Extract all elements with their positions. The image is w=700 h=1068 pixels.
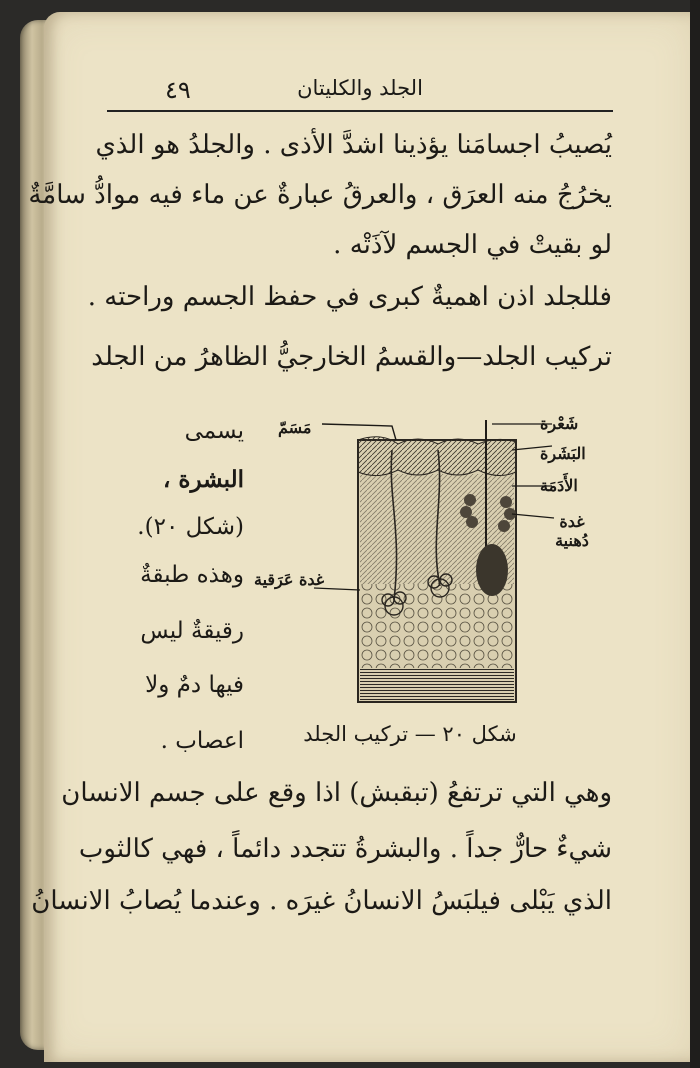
label-pore: مَسَمّ: [278, 418, 312, 437]
label-epidermis: البَشَرة: [540, 444, 586, 463]
text-line: يخرُجُ منه العرَق ، والعرقُ عبارةٌ عن ماء فيه موادُّ سامَّةٌ: [28, 180, 612, 210]
skin-cross-section-illustration: [262, 410, 582, 710]
side-text-line: يسمى: [184, 418, 244, 444]
skin-structure-figure: [262, 410, 582, 710]
side-text-line: وهذه طبقةٌ: [140, 562, 244, 588]
page-number: ٤٩: [165, 76, 191, 104]
text-line: يُصيبُ اجسامَنا يؤذينا اشدَّ الأذى . والجلدُ هو الذي: [95, 130, 612, 160]
text-line: وهي التي ترتفعُ (تبقبش) اذا وقع على جسم الانسان: [61, 778, 612, 808]
text-line: فللجلد اذن اهميةٌ كبرى في حفظ الجسم وراحته .: [87, 282, 612, 312]
running-title: الجلد والكليتان: [297, 76, 423, 100]
label-dermis: الأَدَمَة: [540, 476, 578, 495]
side-text-line: فيها دمٌ ولا: [145, 672, 244, 698]
side-text-line: اعصاب .: [160, 728, 244, 754]
page-header: [107, 72, 613, 112]
background-edge: [690, 0, 700, 1068]
label-sweat-gland: غدة عَرَقية: [254, 570, 325, 589]
label-hair: شَعْرة: [540, 414, 579, 433]
text-line: شيءٌ حارٌّ جداً . والبشرةُ تتجدد دائماً ، فهي كالثوب: [78, 834, 612, 864]
label-sebaceous-gland: غدة دُهنية: [555, 512, 589, 550]
section-heading-line: تركيب الجلد—والقسمُ الخارجيُّ الظاهرُ من الجلد: [91, 342, 612, 372]
text-line: لو بقيتْ في الجسم لآذَتْه .: [333, 230, 612, 260]
side-text-line: البشرة ،: [162, 466, 244, 493]
side-text-line: رقيقةٌ ليس: [140, 618, 244, 644]
figure-caption: شكل ٢٠ — تركيب الجلد: [303, 722, 517, 746]
side-text-line: (شكل ٢٠).: [137, 514, 244, 540]
text-line: الذي يَبْلى فيلبَسُ الانسانُ غيرَه . وعندما يُصابُ الانسانُ: [31, 886, 612, 916]
